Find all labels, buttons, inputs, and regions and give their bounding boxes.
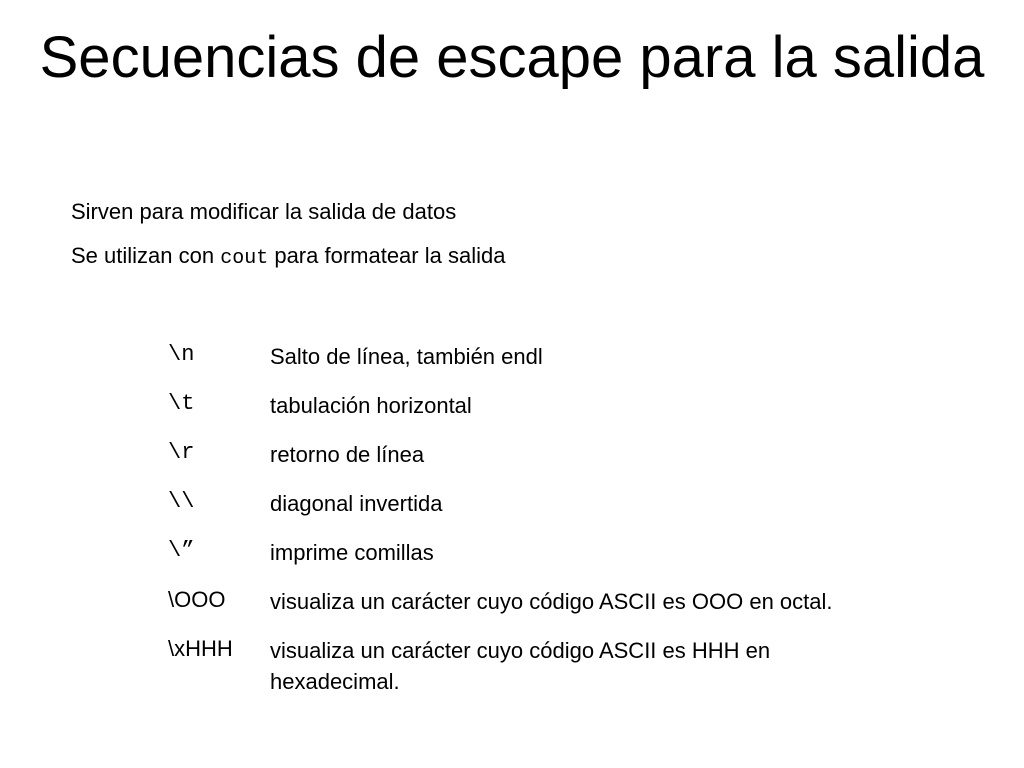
escape-description: retorno de línea xyxy=(270,442,425,467)
escape-description: diagonal invertida xyxy=(270,491,443,516)
escape-code: \xHHH xyxy=(168,636,233,661)
escape-code: \OOO xyxy=(168,587,226,612)
escape-row xyxy=(168,635,888,697)
bullet-list xyxy=(71,198,971,286)
slide-title: Secuencias de escape para la salida xyxy=(39,25,985,90)
bullet-text: Sirven para modificar la salida de datos xyxy=(71,199,457,224)
escape-row xyxy=(168,390,888,421)
escape-description: Salto de línea, también endl xyxy=(270,344,543,369)
bullet-item xyxy=(71,198,971,226)
escape-code: \t xyxy=(168,391,195,416)
bullet-text-after: para formatear la salida xyxy=(268,243,506,268)
escape-description: visualiza un carácter cuyo código ASCII es HHH en hexadecimal. xyxy=(270,638,771,694)
escape-code: \n xyxy=(168,342,195,367)
escape-code: \” xyxy=(168,538,195,563)
escape-description: tabulación horizontal xyxy=(270,393,472,418)
escape-sequence-table xyxy=(168,341,888,715)
escape-row xyxy=(168,439,888,470)
escape-description: imprime comillas xyxy=(270,540,434,565)
escape-code: \r xyxy=(168,440,195,465)
bullet-item xyxy=(71,242,971,270)
escape-code: \\ xyxy=(168,489,195,514)
bullet-text-before: Se utilizan con xyxy=(71,243,221,268)
escape-row xyxy=(168,488,888,519)
escape-row xyxy=(168,341,888,372)
escape-description: visualiza un carácter cuyo código ASCII es OOO en octal. xyxy=(270,589,833,614)
escape-row xyxy=(168,586,888,617)
inline-code: cout xyxy=(220,247,269,270)
escape-row xyxy=(168,537,888,568)
